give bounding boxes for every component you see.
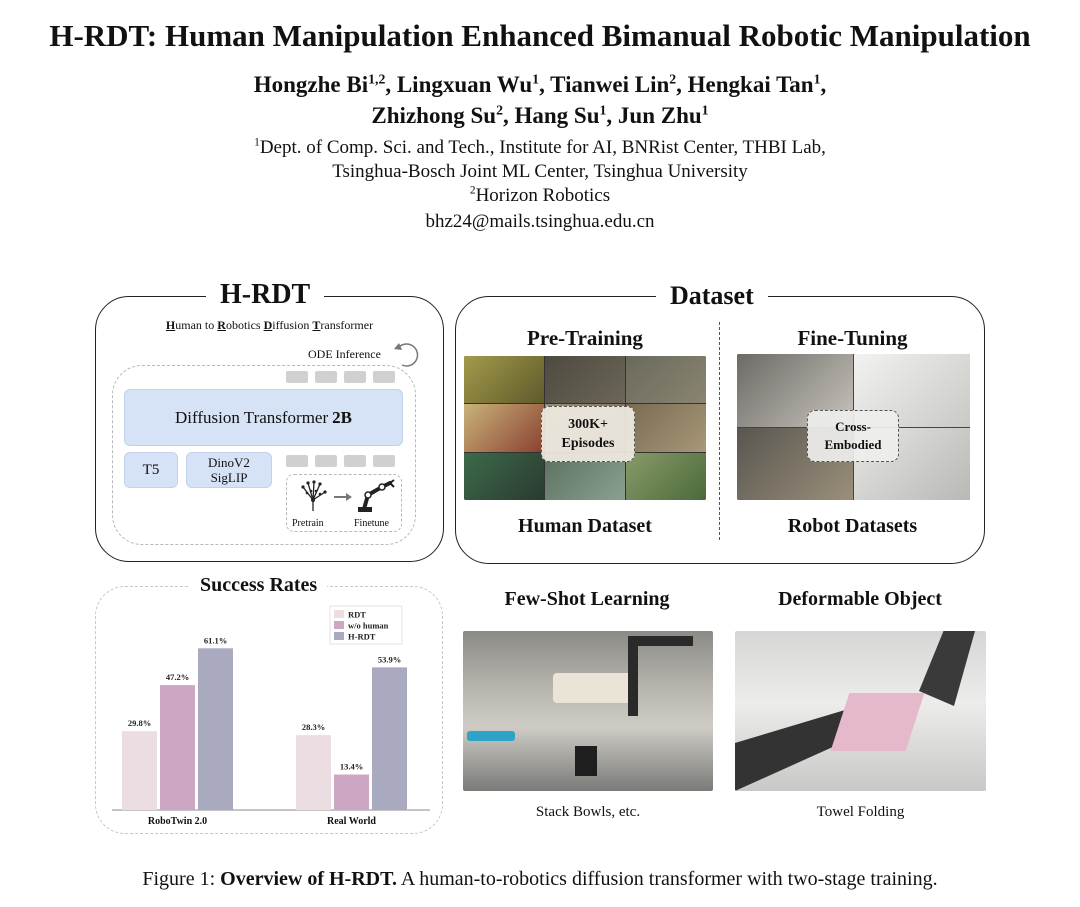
model-size: 2B — [332, 407, 352, 427]
robot-arm-icon — [354, 477, 396, 513]
category-label: RoboTwin 2.0 — [147, 816, 208, 827]
human-video-frame — [626, 356, 706, 403]
stack-bowls-photo — [463, 631, 713, 791]
data-label: 61.1% — [203, 635, 228, 646]
author-affiliation-marker: 1 — [599, 102, 607, 118]
chart-title: Success Rates — [190, 574, 327, 597]
author-email: bhz24@mails.tsinghua.edu.cn — [425, 211, 655, 232]
author-affiliation-marker: 2 — [496, 102, 503, 118]
fewshot-caption: Stack Bowls, etc. — [535, 804, 641, 820]
affiliation-marker: 2 — [469, 184, 476, 197]
paper-title: H-RDT: Human Manipulation Enhanced Bimanual Robotic Manipulation — [49, 18, 1031, 53]
author-affiliation-marker: 1 — [532, 71, 540, 87]
author-name: Zhizhong Su — [371, 103, 497, 128]
ode-inference-label: ODE Inference — [308, 347, 381, 361]
affiliation-2 — [0, 184, 1080, 208]
pretrain-label: Pretrain — [292, 518, 324, 529]
human-video-frame — [626, 453, 706, 500]
author-separator: , — [606, 103, 618, 128]
deformable-caption: Towel Folding — [816, 804, 905, 820]
token — [286, 455, 308, 467]
input-tokens — [286, 455, 395, 467]
human-hand-icon — [296, 478, 330, 512]
human-video-frame — [464, 356, 544, 403]
towel — [831, 693, 925, 751]
output-tokens — [286, 371, 395, 383]
token — [344, 455, 366, 467]
legend-swatch — [334, 621, 344, 629]
diffusion-transformer-label: Diffusion Transformer — [174, 407, 329, 427]
token — [373, 455, 395, 467]
author-name: Hongzhe Bi — [253, 72, 369, 97]
author-name: Lingxuan Wu — [396, 72, 533, 97]
cross-embodied-badge — [807, 410, 899, 462]
author-affiliation-marker: 1 — [701, 102, 709, 118]
affiliation-marker: 1 — [254, 136, 260, 149]
legend-swatch — [334, 610, 344, 618]
human-video-frame — [464, 404, 544, 451]
data-label: 53.9% — [377, 654, 402, 665]
author-separator: , — [820, 72, 827, 97]
episodes-count: 300K+ — [568, 417, 608, 432]
scene-shelf — [553, 673, 633, 703]
token — [373, 371, 395, 383]
affiliation-1-line-1: Dept. of Comp. Sci. and Tech., Institute for AI, BNRist Center, THBI Lab, — [259, 137, 826, 158]
category-label: Real World — [327, 816, 376, 827]
legend-swatch — [334, 632, 344, 640]
token — [344, 371, 366, 383]
subtitle-initial: T — [312, 318, 321, 332]
legend-label: w/o human — [348, 620, 389, 631]
subtitle-text: obotics — [225, 318, 264, 332]
subtitle-initial: R — [217, 318, 226, 332]
token — [315, 455, 337, 467]
towel-folding-photo — [735, 631, 986, 791]
bar-h-rdt — [372, 667, 407, 810]
subtitle-text: uman to — [175, 318, 218, 332]
human-video-frame — [626, 404, 706, 451]
author-name: Hang Su — [514, 103, 600, 128]
author-affiliation-marker: 2 — [669, 71, 677, 87]
figure-caption-title: Overview of H-RDT. — [220, 868, 397, 890]
arrow-right-icon — [334, 493, 352, 501]
dinov2-label: DinoV2 — [208, 455, 250, 470]
figure-caption — [0, 868, 1080, 891]
data-label: 29.8% — [127, 718, 152, 729]
bar-h-rdt — [198, 648, 233, 810]
author-name: Jun Zhu — [617, 103, 702, 128]
success-rates-chart — [100, 600, 438, 830]
robot-datasets-label: Robot Datasets — [787, 515, 918, 537]
author-separator: , — [385, 72, 397, 97]
robot-light — [467, 731, 515, 741]
author-separator: , — [502, 103, 515, 128]
data-label: 13.4% — [339, 761, 364, 772]
author-name: Hengkai Tan — [687, 72, 814, 97]
hrdt-title: H-RDT — [206, 279, 324, 311]
bar-w-o-human — [334, 775, 369, 810]
dataset-title: Dataset — [656, 281, 768, 311]
subtitle-initial: H — [165, 318, 176, 332]
diffusion-transformer-block — [124, 389, 403, 446]
siglip-label: SigLIP — [210, 470, 248, 485]
bar-rdt — [122, 731, 157, 810]
fewshot-heading: Few-Shot Learning — [504, 588, 670, 610]
bar-rdt — [296, 735, 331, 810]
hrdt-subtitle — [95, 318, 444, 333]
affiliation-1-line-2: Tsinghua-Bosch Joint ML Center, Tsinghua University — [332, 161, 748, 182]
vision-encoder-block — [186, 452, 272, 488]
author-affiliation-marker: 1,2 — [368, 71, 386, 87]
author-line-2 — [0, 101, 1080, 131]
episodes-label: Episodes — [561, 436, 615, 451]
legend-label: RDT — [348, 609, 366, 620]
data-label: 47.2% — [165, 672, 190, 683]
bar-w-o-human — [160, 685, 195, 810]
author-affiliation-marker: 1 — [813, 71, 821, 87]
subtitle-text: ransformer — [320, 318, 374, 332]
robot-gripper — [575, 746, 597, 776]
finetune-label: Finetune — [354, 518, 389, 529]
human-dataset-label: Human Dataset — [518, 515, 652, 537]
dataset-divider — [719, 322, 720, 540]
data-label: 28.3% — [301, 722, 326, 733]
affiliation-2-text: Horizon Robotics — [475, 185, 611, 206]
finetuning-heading: Fine-Tuning — [797, 326, 908, 350]
embodied-label: Embodied — [824, 437, 882, 452]
author-line-1 — [0, 70, 1080, 100]
deformable-heading: Deformable Object — [778, 588, 942, 610]
author-separator: , — [539, 72, 551, 97]
affiliation-1 — [0, 136, 1080, 160]
t5-encoder-block: T5 — [124, 452, 178, 488]
token — [315, 371, 337, 383]
author-separator: , — [676, 72, 688, 97]
human-video-frame — [464, 453, 544, 500]
subtitle-text: iffusion — [272, 318, 313, 332]
robot-arm — [628, 636, 693, 716]
legend-label: H-RDT — [348, 631, 376, 642]
token — [286, 371, 308, 383]
pretraining-heading: Pre-Training — [527, 326, 643, 350]
episodes-badge — [541, 406, 635, 462]
figure-number: Figure 1: — [142, 868, 221, 890]
cross-label: Cross- — [835, 419, 871, 434]
figure-caption-text: A human-to-robotics diffusion transformer with two-stage training. — [396, 868, 938, 890]
author-name: Tianwei Lin — [550, 72, 670, 97]
human-video-frame — [545, 356, 625, 403]
subtitle-initial: D — [263, 318, 273, 332]
